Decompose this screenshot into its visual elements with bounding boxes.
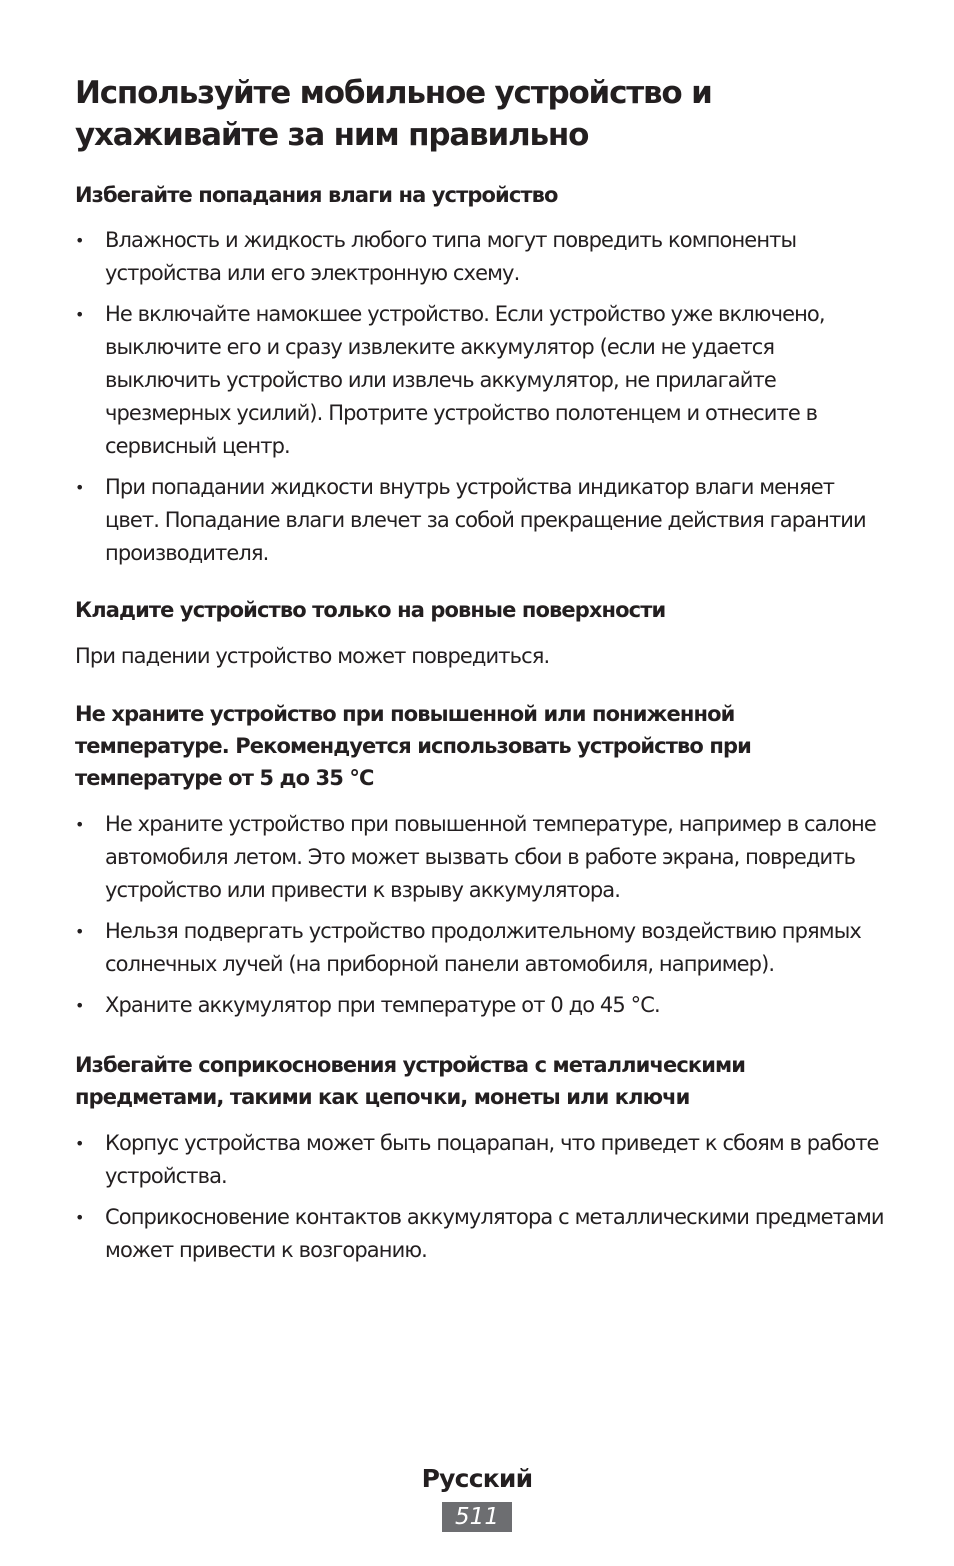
document-page: [75, 72, 885, 1267]
list-item: [75, 989, 885, 1022]
section-heading: Избегайте попадания влаги на устройство: [75, 183, 558, 207]
section-temperature: [75, 698, 885, 1022]
bullet-list: [75, 1127, 885, 1267]
section-moisture: [75, 179, 885, 570]
page-footer: [0, 1462, 954, 1532]
list-item-text: Соприкосновение контактов аккумулятора с металлическими предметами может привести к возгоранию.: [105, 1205, 884, 1262]
bullet-list: [75, 224, 885, 570]
footer-language: Русский: [421, 1464, 533, 1493]
section-heading: Кладите устройство только на ровные поверхности: [75, 598, 666, 622]
list-item: [75, 471, 885, 570]
bullet-icon: •: [75, 922, 84, 941]
list-item-text: Не включайте намокшее устройство. Если устройство уже включено, выключите его и сразу извлеките аккумулятор (если не удается выключить устройство или извлечь аккумулятор, не прилагайте чрезмерных усилий). Протрите устройство полотенцем и отнесите в сервисный центр.: [105, 302, 825, 458]
bullet-list: [75, 808, 885, 1022]
list-item-text: Влажность и жидкость любого типа могут повредить компоненты устройства или его электронную схему.: [105, 228, 797, 285]
bullet-icon: •: [75, 231, 84, 250]
bullet-icon: •: [75, 996, 84, 1015]
section-heading: Не храните устройство при повышенной или пониженной температуре. Рекомендуется использовать устройство при температуре от 5 до 35 °C: [75, 702, 751, 790]
list-item-text: Нельзя подвергать устройство продолжительному воздействию прямых солнечных лучей (на приборной панели автомобиля, например).: [105, 919, 861, 976]
list-item: [75, 298, 885, 463]
bullet-icon: •: [75, 1208, 84, 1227]
section-heading: Избегайте соприкосновения устройства с металлическими предметами, такими как цепочки, монеты или ключи: [75, 1053, 746, 1109]
bullet-icon: •: [75, 478, 84, 497]
section-metal-objects: [75, 1049, 885, 1267]
section-text: При падении устройство может повредиться.: [75, 644, 550, 668]
list-item: [75, 808, 885, 907]
list-item-text: При попадании жидкости внутрь устройства индикатор влаги меняет цвет. Попадание влаги влечет за собой прекращение действия гарантии производителя.: [105, 475, 866, 565]
list-item: [75, 1127, 885, 1193]
list-item: [75, 915, 885, 981]
list-item: [75, 1201, 885, 1267]
list-item-text: Не храните устройство при повышенной температуре, например в салоне автомобиля летом. Это может вызвать сбои в работе экрана, повредить устройство или привести к взрыву аккумулятора.: [105, 812, 876, 902]
bullet-icon: •: [75, 1134, 84, 1153]
bullet-icon: •: [75, 815, 84, 834]
bullet-icon: •: [75, 305, 84, 324]
page-number: 511: [442, 1502, 512, 1532]
list-item-text: Корпус устройства может быть поцарапан, что приведет к сбоям в работе устройства.: [105, 1131, 879, 1188]
page-title: Используйте мобильное устройство и ухаживайте за ним правильно: [75, 75, 712, 153]
list-item: [75, 224, 885, 290]
section-flat-surface: [75, 594, 885, 673]
list-item-text: Храните аккумулятор при температуре от 0 до 45 °C.: [105, 993, 660, 1017]
